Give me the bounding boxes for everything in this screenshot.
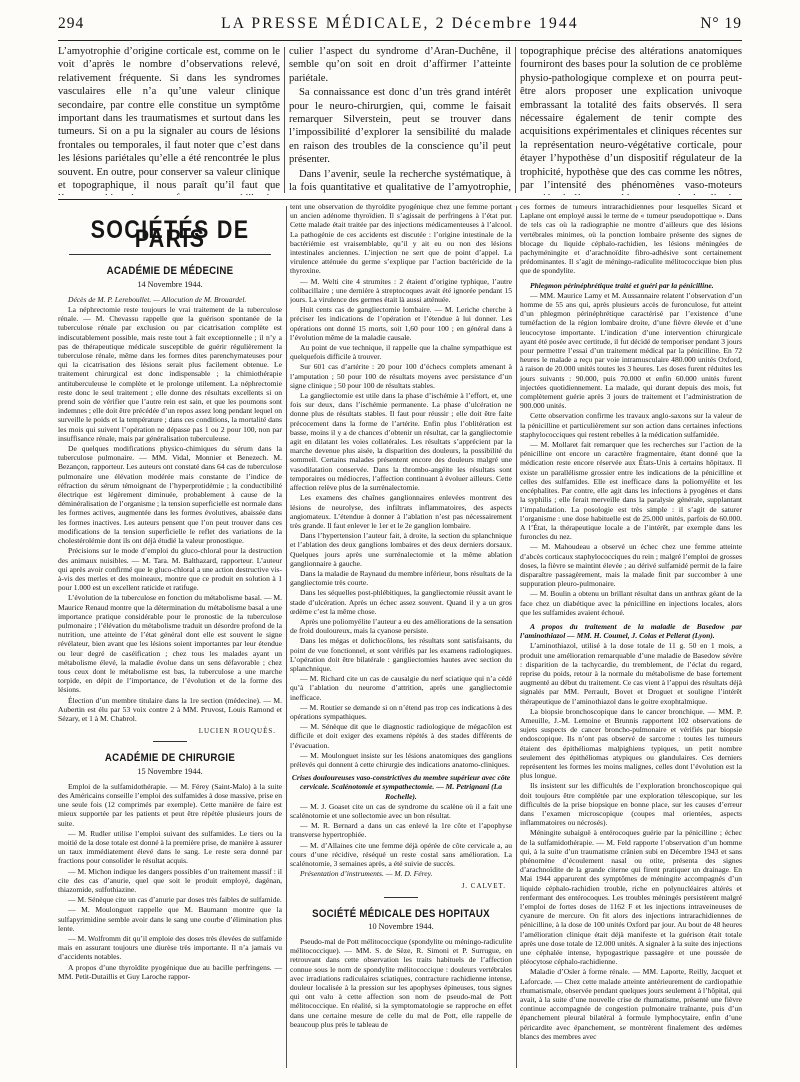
title-rule (69, 254, 271, 255)
column-divider (286, 206, 287, 1068)
subheading: Phlegmon périnéphrétique traité et guéri par la pénicilline. (530, 280, 714, 290)
article-continuation (58, 45, 742, 195)
paragraph: A propos d’une thyroïdite pyogénique due au bacille perfringens. — MM. Petit-Dutaillis et Guy Laroche rappor- (58, 962, 282, 981)
paragraph: — M. J. Goaset cite un cas de syndrome du scalène où il a fait une scalénotomie et une sollectomie avec un bon résultat. (290, 801, 512, 820)
paragraph: — MM. Maurice Lamy et M. Aussannaire relatent l’observation d’un homme de 55 ans qui, après plusieurs accès de furonculose, fut atteint d’un phlegmon périnéphrétique caractérisé par l’existence d’une tuméfaction de la région lombaire droite, d’une fièvre élevée et d’une leucocytose importante. L’indication d’une intervention chirurgicale ayant été posée avec certitude, il fut décidé de temporiser pendant 3 jours pour permettre l’essai d’un traitement médical par la pénicilline. En 72 heures le malade a reçu par voie intramusculaire 480.000 unités Oxford, à raison de 20.000 unités toutes les 3 heures. Les doses furent réduites les jours suivants : 90.000, puis 70.000 et enfin 60.000 unités furent injectées quotidiennement. La malade, qui durant depuis des mois, fut complètement guérie après 3 jours de traitement et l’administration de 900.000 unités. (520, 290, 742, 411)
societies-column-2 (290, 202, 512, 1072)
paragraph: Dans les mégas et dolichocôlons, les résultats sont satisfaisants, du point de vue fonctionnel, et sont vérifiés par les examens radiologiques. L’opération doit être bilatérale : gangliectomies hautes avec section du splanchnique. (290, 636, 512, 673)
continuation-column-2 (289, 45, 511, 195)
paragraph: Dans l’hypertension l’auteur fait, à droite, la section du splanchnique et l’ablation des deux ganglions lombaires et des deux derniers dorsaux. Quelques jours après une surrénalectomie et la même ablation ganglionnaire à gauche. (290, 531, 512, 568)
section-rule (58, 199, 742, 200)
continuation-column-3 (520, 45, 742, 195)
session-date: 14 Novembre 1944. (137, 279, 203, 289)
header-rule (58, 40, 742, 41)
paragraph: Méningite subaiguë à entérocoques guérie par la pénicilline ; échec de la sulfamidothérapie. — M. Feld rapporte l’observation d’un homme qui, à la suite d’un traumatisme crânien subi en Décembre 1943 et sans phénomène d’écoulement nasal ou otite, présenta des signes d’arachnoïdite de la grande citerne qui firent pratiquer un drainage. En Mai 1944 apparurent des symptômes de méningite accompagnés d’un liquide céphalo-rachidien trouble, riche en polynucléaires altérés et renfermant des entérocoques. Les troubles méningés persistèrent malgré l’emploi de fortes doses de 1162 F et les injections intraveineuses de cyanure de mercure. On fit alors des injections intrarachidiennes de pénicilline, à la dose de 100 unités Oxford par jour. Au bout de 48 heures l’amélioration clinique était déjà manifeste et la guérison était totale après une dose totale de 12.000 unités. A signaler à la suite des injections une céphalée intense, hypogastrique passagère et une poussée de pléocytose céphalo-rachidienne. (520, 828, 742, 967)
paragraph: Ils insistent sur les difficultés de l’exploration bronchoscopique qui doit toujours être complétée par une exploration télescopique, sur les difficultés de la prise biopsique en bonne place, sur les causes d’erreur dans l’examen microscopique (coupes mal orientées, aspects inflammatoires ou nécrosés). (520, 781, 742, 828)
paragraph: — M. Sénèque dit que le diagnostic radiologique de mégacôlon est difficile et doit exiger des examens répétés à des stades différents de l’évacuation. (290, 722, 512, 750)
subheading: A propos du traitement de la maladie de Basedow par l’aminothiazol — MM. H. Coumel, J. Colas et Pellerat (Lyon). (520, 621, 742, 641)
separator (153, 741, 187, 742)
paragraph: Après une poliomyélite l’auteur a eu des améliorations de la sensation de froid douloureux, mais la cyanose persiste. (290, 616, 512, 636)
paragraph: — M. Welti cite 4 strumites : 2 étaient d’origine typhique, l’autre colibacillaire ; une dernière à streptocoques avait été ignorée pendant 15 jours. La virulence des germes était là aussi atténuée. (290, 276, 512, 305)
paragraph: — M. Boulin a obtenu un brillant résultat dans un anthrax géant de la face chez un diabétique avec la pénicilline en injections locales, alors que les sulfamides avaient échoué. (520, 589, 742, 617)
column-divider (515, 47, 516, 193)
paragraph: Emploi de la sulfamidothérapie. — M. Férey (Saint-Malo) à la suite des Américains conseille l’emploi des sulfamides à dose massive, prise en une seule fois (12 comprimés par exemple). Cette manière de faire est mieux supportée par les patients et peut être répétée plusieurs jours de suite. (58, 781, 282, 828)
paragraph: Dans l’avenir, seule la recherche systématique, à la fois quantitative et qualitative de l’amyotrophie, (289, 168, 511, 194)
continuation-column-1 (58, 45, 280, 195)
subheading: Crises douloureuses vaso-constrictives du membre supérieur avec côte cervicale. Scalénotomie et sympathectomie. — M. Petrignani (La Rochelle). (291, 773, 511, 801)
paragraph: Décès de M. P. Lereboullet. — Allocution de M. Brouardel. (68, 294, 247, 304)
paragraph: — M. d’Allaines cite une femme déjà opérée de côte cervicale a, au cours d’une récidive, réséqué un reste costal sans amélioration. La scalénotomie, 3 semaines après, a été suivie de succès. (290, 840, 512, 869)
paragraph: Élection d’un membre titulaire dans la 1re section (médecine). — M. Aubertin est élu par 53 voix contre 2 à MM. Pruvost, Louis Ramond et Sézary, et 1 à M. Chabrol. (58, 695, 282, 723)
session-date: 10 Novembre 1944. (368, 921, 434, 931)
societies-column-1 (58, 202, 282, 1072)
paragraph: Présentation d’instruments. — M. D. Férey. (300, 869, 433, 879)
paragraph: — M. Richard cite un cas de causalgie du nerf sciatique qui n’a cédé qu’à l’ablation du neurome d’attrition, après une gangliectomie inefficace. (290, 674, 512, 702)
session-date: 15 Novembre 1944. (137, 766, 203, 776)
paragraph: Sur 601 cas d’artérite : 20 pour 100 d’échecs complets amenant à l’amputation ; 50 pour 100 de résultats moyens avec persistance d’un signe clinique ; 50 pour 100 de résultats stables. (290, 362, 512, 390)
paragraph: — M. Michon indique les dangers possibles d’un traitement massif : il cite des cas d’anurie, quel que soit le produit employé, dagénan, thiazomide, sulfothiazine. (58, 866, 282, 894)
paragraph: Les examens des chaînes ganglionnaires enlevées montrent des lésions de neurolyse, des infiltrats inflammatoires, des aspects angiomateux. L’étendue à donner à l’ablation n’est pas nécessairement très grande. Il faut enlever le 1er et le 2e ganglion lombaire. (290, 493, 512, 530)
page-number: 294 (58, 15, 85, 32)
column-divider (516, 206, 517, 1068)
paragraph: Dans les séquelles post-phlébitiques, la gangliectomie réussit avant le stade d’ulcération. Après un échec assez souvent. Quand il y a un gros œdème c’est la même chose. (290, 588, 512, 616)
paragraph: Sa connaissance est donc d’un très grand intérêt pour le neuro-chirurgien, qui, comme le faisait remarquer Silverstein, peut se trouver dans l’impossibilité d’explorer la sensibilité du malade en raison des troubles de la conscience qu’il peut présenter. (289, 87, 511, 166)
paragraph: De quelques modifications physico-chimiques du sérum dans la tuberculose pulmonaire. — MM. Vidal, Monnier et Benezech. M. Bezançon, rapporteur. Les auteurs ont constaté dans 64 cas de tuberculose pulmonaire une élévation modérée mais constante de l’indice de réfraction du sérum témoignant de l’hyperprotidémie ; la conductibilité électrique est légèrement diminuée, probablement à cause de la déminéralisation de l’organisme ; la tension superficielle est normale dans les formes actives, augmentée dans les formes évolutives, abaissée dans les formes inactives. Les auteurs pensent que l’on peut trouver dans ces modifications de la tension superficielle le reflet des variations de la cholestérolémie dont ils ont déjà étudié la valeur pronostique. (58, 444, 282, 546)
paragraph: Au point de vue technique, il rappelle que la chaîne sympathique est quelquefois difficile à trouver. (290, 343, 512, 362)
paragraph: — M. Mollaret fait remarquer que les recherches sur l’action de la pénicilline ont encore un caractère fragmentaire, étant donné que la médication reste encore réservée aux États-Unis à certains hôpitaux. Il existe un parallélisme grossier entre les indications de la pénicilline et celles des sulfamides. Elle est inefficace dans la poliomyélite et les encéphalites. Par contre, elle agit dans les infections à pyogènes et dans la syphilis ; elle ferait merveille dans la paralysie générale, supplantant l’impaludation. La posologie est très simple : il s’agit de saturer l’organisme : une dose habituelle est de 25.000 unités, parfois de 60.000. A l’État, la thérapeutique locale a de l’intérêt, par exemple dans les furoncles du nez. (520, 440, 742, 542)
paragraph: Maladie d’Osler à forme rénale. — MM. Laporte, Reilly, Jacquet et Laforcade. — Chez cette malade atteinte antérieurement de cardiopathie rhumatismale, observée pendant quelques jours seulement à l’hôpital, qui avait, à la suite d’une nouvelle crise de rhumatisme, présenté une fièvre continue accompagnée de congestion pulmonaire traînante, puis d’un épanchement pleural bilatéral à formule lymphocytaire, enfin d’une péricardite avec épanchement, se montrèrent finalement des œdèmes blancs des membres avec (520, 967, 742, 1041)
societies-section (58, 202, 742, 1072)
paragraph: tent une observation de thyroïdite pyogénique chez une femme portant un ancien adénome thyroïdien. Il s’agissait de perfringens à l’état pur. Cette malade était traitée par des injections médicamenteuses à l’alcool. La pathogénie de ces accidents est discutée : l’origine intestinale de la bactériémie est vraisemblable, qu’il y ait eu ou non des lésions intestinales anciennes. L’injection ne sert que de point d’appel. La virulence atténuée du germe s’explique par l’action bactéricide de la thyroxine. (290, 202, 512, 276)
running-header (58, 15, 742, 39)
paragraph: topographique précise des altérations anatomiques fourniront des bases pour la solution de ce problème physio-pathologique complexe et on pourra peut-être alors proposer une explication univoque embrassant la totalité des faits observés. Il sera nécessaire également de tenir compte des acquisitions expérimentales et cliniques récentes sur la représentation neuro-végétative corticale, pour étayer l’hypothèse d’un dispositif régulateur de la trophicité, hypothèse que des cas comme les nôtres, par l’intensité des phénomènes vaso-moteurs (520, 46, 742, 192)
paragraph: — M. Moulonguet rappelle que M. Baumann montre que la sulfapyrimidine semble avoir dans le sang une courbe d’élimination plus lente. (58, 905, 282, 933)
paragraph: — M. R. Bernard a dans un cas enlevé la 1re côte et l’apophyse transverse hypertrophiée. (290, 821, 512, 840)
paragraph: Huit cents cas de gangliectomie lombaire. — M. Leriche cherche à préciser les indications de l’opération et l’étendue à lui donner. Les opérations ont donné 15 morts, soit 1,60 pour 100 ; en général dans à l’évolution même de la maladie causale. (290, 305, 512, 342)
paragraph: L’amyotrophie d’origine corticale est, comme on le voit d’après le nombre d’observations relevé, relativement fréquente. Si dans les syndromes vasculaires elle n’a qu’une valeur clinique secondaire, par contre elle constitue un symptôme important dans les traumatismes et surtout dans les tumeurs. Si on a pu la signaler au cours de lésions frontales ou temporales, il faut noter que c’est dans les lésions pariétales qu’elle a été rencontrée le plus souvent. En outre, pour conserver sa valeur clinique et topographique, il nous paraît qu’il faut que (58, 46, 280, 192)
paragraph: — M. Routier se demande si on n’étend pas trop ces indications à des opérations sympathiques. (290, 702, 512, 721)
paragraph: Dans la maladie de Raynaud du membre inférieur, bons résultats de la gangliectomie très courte. (290, 568, 512, 588)
hopitaux-heading: SOCIÉTÉ MÉDICALE DES HOPITAUX (312, 907, 490, 920)
paragraph: Cette observation confirme les travaux anglo-saxons sur la valeur de la pénicilline et particulièrement sur son action dans certaines infections staphylococciques qui restent rebelles à la médication sulfamidée. (520, 411, 742, 439)
paragraph: ces formes de tumeurs intrarachidiennes pour lesquelles Sicard et Laplane ont employé aussi le terme de « tumeur pseudopottique ». Dans de tels cas où la radiographie ne montre d’ailleurs que des lésions vertébrales minimes, où la ponction lombaire présente des signes de blocage du liquide céphalo-rachidien, les lésions méningées de pachyméningite et d’arachnoïdite fibro-adhésive sont certainement prédominantes. Il s’agit de méningo-radiculite mélitococcique bien plus que de spondylite. (520, 202, 742, 276)
issue-number: N° 19 (700, 15, 742, 32)
paragraph: L’aminothiazol, utilisé à la dose totale de 11 g. 50 en 1 mois, a produit une amélioration remarquable d’une maladie de Basedow sévère : disparition de la tachycardie, du tremblement, de l’éclat du regard, reprise du poids, retour à la normale du métabolisme de base fortement augmenté au début du traitement. Ce cas vient à l’appui des résultats déjà signalés par MM. Perrault, Bovet et Droguet et souligne l’intérêt thérapeutique de l’aminothiazol dans le goitre exophtalmique. (520, 641, 742, 706)
column-divider (284, 47, 285, 193)
paragraph: — M. Wolfromm dit qu’il emploie des doses très élevées de sulfamide mais en assurant toujours une diurèse très importante. Il n’a jamais vu d’accidents notables. (58, 934, 282, 962)
societies-column-3 (520, 202, 742, 1072)
signature: J. CALVET. (461, 882, 506, 891)
paragraph: Précisions sur le mode d’emploi du gluco-chloral pour la destruction des animaux nuisibles. — M. Tara. M. Balthazard, rapporteur. L’auteur qui après avoir confirmé que le gluco-chloral a une action destructive vis-à-vis des merles et des moineaux, montre que ce produit en solution à 1 pour 1.000 est un excellent raticide et ratifuge. (58, 546, 282, 593)
paragraph: La biopsie bronchoscopique dans le cancer bronchique. — MM. P. Ameuille, J.-M. Lemoine et Brunnis rapportent 102 observations de sujets suspects de cancer broncho-pulmonaire et vérifiés par biopsie endoscopique. Ils n’ont pas observé de sarcome : toutes les tumeurs étaient des épithéliomas malpighiens typiques, un petit nombre seulement des épithéliomas atypiques ou glandulaires. Ces derniers représentent les formes les moins malignes, celles dont l’évolution est la plus longue. (520, 706, 742, 781)
section-title: SOCIÉTÉS DE PARIS (90, 216, 250, 254)
academie-chirurgie-heading: ACADÉMIE DE CHIRURGIE (104, 752, 236, 765)
signature: LUCIEN ROUQUÈS. (198, 727, 276, 736)
paragraph: — M. Rudler utilise l’emploi suivant des sulfamides. Le tiers ou la moitié de la dose totale est donné à la première prise, de manière à assurer un taux immédiatement élevé dans le sang. Le reste sera donné par fractions pour consolider le résultat acquis. (58, 828, 282, 866)
paragraph: — M. Sénèque cite un cas d’anurie par doses très faibles de sulfamide. (68, 895, 282, 905)
paragraph: La gangliectomie est utile dans la phase d’ischémie à l’effort, et, une fois sur deux, dans l’ischémie permanente. La phase d’ulcération ne donne plus de résultats stables. Il faut pour réussir ; elle doit être faite précocement dans la forme de l’artérite. Enfin plus l’oblitération est basse, moins il y a de chances d’obtenir un résultat, car la gangliectomie agit en dilatant les voies collatérales. Les résultats s’apprécient par la marche devenue plus aisée, la disparition des douleurs, la possibilité du sommeil. Certains malades présentent encore des douleurs malgré une vasodilatation conservée. Dans la thrombo-angéite les résultats sont temporaires ou médiocres, l’affection continuant à évoluer ailleurs. Cette affection relève plus de la surrénalectomie. (290, 391, 512, 493)
journal-title: LA PRESSE MÉDICALE, 2 Décembre 1944 (221, 15, 579, 32)
paragraph: La néphrectomie reste toujours le vrai traitement de la tuberculose rénale. — M. Chevassu rappelle que la guérison spontanée de la tuberculose rénale par exclusion ou par cicatrisation complète est indiscutablement possible, mais reste tout à fait exceptionnelle ; il n’y a pas de thérapeutique médicale susceptible de guérir régulièrement la tuberculose rénale, même dans les formes dites parenchymateuses pour qui la cicatrisation des lésions serait plus facilement obtenue. Le traitement chirurgical est donc indispensable ; la chimiothérapie antituberculeuse le complète et le prolonge utilement. La néphrectomie reste donc le seul traitement ; elle donne des résultats excellents si on prend soin de vérifier que l’autre rein est sain, et que les poumons sont indemnes ; elle doit être précédée d’un repos assez long pendant lequel on surveille le poids et la température ; dans ces conditions, la mortalité dans les mois qui suivent l’opération ne dépasse pas 1 ou 2 pour 100, non par insuffisance rénale, mais par généralisation tuberculeuse. (58, 305, 282, 443)
academie-medecine-heading: ACADÉMIE DE MÉDECINE (106, 265, 234, 278)
paragraph: — M. Moulonguet insiste sur les lésions anatomiques des ganglions prélevés qui donnent à cette chirurgie des indications anatomo-cliniques. (290, 750, 512, 769)
paragraph: Pseudo-mal de Pott mélitococcique (spondylite ou méningo-radiculite mélitococcique). — MM. S. de Sèze, R. Simoni et P. Surrugue, en retrouvant dans cette observation les traits habituels de l’affection connue sous le nom de spondylite mélitococcique : douleurs vertébrales avec irradiations radiculaires sciatiques, contracture rachidienne intense, douleur localisée à la pression sur les apophyses épineuses, tous signes qui ont valu à cette affection son nom de pseudo-mal de Pott mélitococcique. En réalité, si la symptomatologie se rapproche en effet dans une certaine mesure de celle du mal de Pott, elle rappelle de beaucoup plus près le tableau de (290, 937, 512, 1029)
paragraph: culier l’aspect du syndrome d’Aran-Duchêne, il semble qu’on soit en droit d’affirmer l’atteinte pariétale. (289, 46, 511, 84)
paragraph: — M. Mahoudeau a observé un échec chez une femme atteinte d’abcès corticaux staphylococciques du rein ; malgré l’emploi de grosses doses, la fièvre se maintint élevée ; au dérivé sulfamidé permit de la faire disparaître passagèrement, mais la malade finit par succomber à une suppuration pleuro-pulmonaire. (520, 542, 742, 589)
separator (384, 897, 418, 898)
paragraph: L’évolution de la tuberculose en fonction du métabolisme basal. — M. Maurice Renaud montre que la détermination du métabolisme basal a une importance pratique considérable pour le pronostic de la tuberculose pulmonaire ; l’élévation du métabolisme traduit un désordre profond de la nutrition, une atteinte de l’état général dont elle est souvent le signe révélateur, bien avant que les lésions soient importantes par leur étendue ou leur degré de caséification ; chez tous les malades ayant un métabolisme élevé, la maladie évolue dans un sens défavorable ; chez tous ceux dont le métabolisme est bas, la tuberculose a une marche torpide, en dépit de l’importance, de l’évolution et de la forme des lésions. (58, 593, 282, 695)
